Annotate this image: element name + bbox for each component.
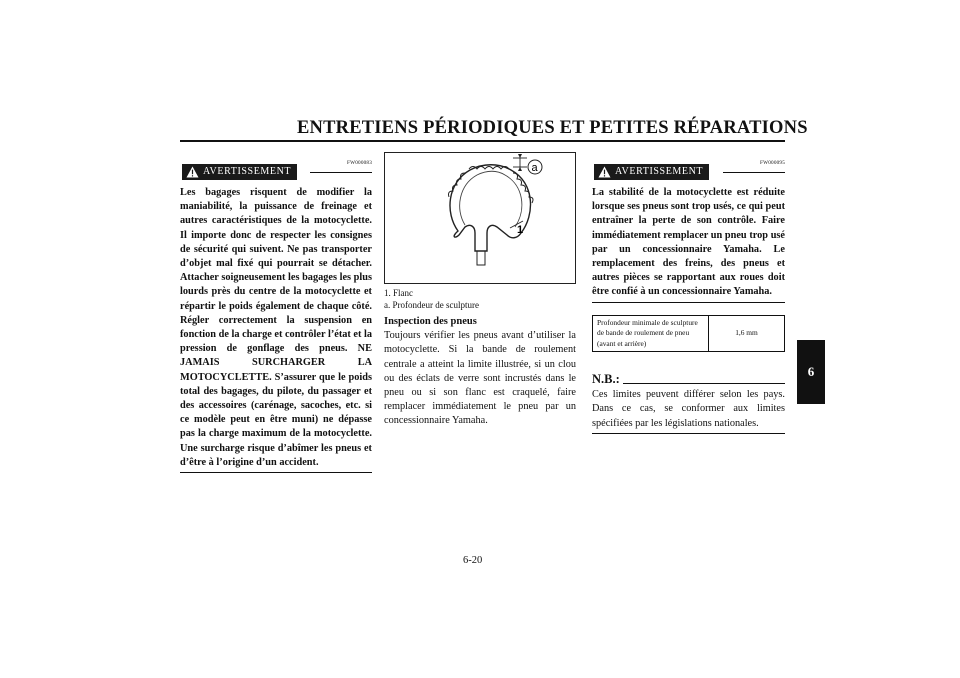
warning-label: AVERTISSEMENT [615,165,704,177]
spec-label: Profondeur minimale de sculpture de bande de roulement de pneu (avant et arrière) [593,315,709,352]
figure-legend [384,287,576,311]
callout-a-label: a [531,162,538,174]
note-label: N.B.: [592,372,620,387]
warning-header [180,152,372,177]
warning-badge [594,164,709,180]
depth-arrow-head-top [518,154,522,158]
tire-cross-section-drawing [385,153,577,285]
legend-item: a. Profondeur de sculpture [384,300,479,310]
warning-triangle-icon [186,166,199,178]
note-header-rule [623,383,785,384]
warning-label: AVERTISSEMENT [203,165,292,177]
note-header [592,372,785,388]
warning-header-rule [310,172,372,173]
column-tire-inspection [384,152,576,429]
tire-illustration [384,152,576,284]
table-row [593,315,785,352]
reference-code: FW000083 [347,160,372,166]
warning-text: Les bagages risquent de modifier la maniabilité, la puissance de freinage et autres caractéristiques de la motocyclette. Il importe donc de respecter les consignes de sécurité qui suivent. Ne pas transporter d’objet mal fixé qui pourrait se détacher. Attacher soigneusement les bagages les plus lourds près du centre de la motocyclette et répartir le poids également de chaque côté. Régler correctement la suspension en fonction de la charge et contrôler l’état et la pression de gonflage des pneus. NE JAMAIS SURCHARGER LA MOTOCYCLETTE. S’assurer que le poids total des bagages, du pilote, du passager et des accessoires (carénage, sacoches, etc. si ce modèle peut en être muni) ne dépasse pas la charge maximum de la motocyclette. Une surcharge risque d’abîmer les pneus et d’être à l’origine d’un accident. [180,187,372,468]
chapter-tab: 6 [797,340,825,404]
callout-1-label: 1 [517,224,524,236]
reference-code: FW000095 [760,160,785,166]
spec-value: 1,6 mm [735,328,758,338]
page-number: 6-20 [463,555,483,566]
warning-header-rule [723,172,785,173]
warning-text: La stabilité de la motocyclette est réduite lorsque ses pneus sont trop usés, ce qui peut entraîner la perte de son contrôle. Faire immédiatement remplacer un pneu trop usé par un concessionnaire Yamaha. Le remplacement des freins, des pneus et autres pièces se rapportant aux roues doit être confié à un concessionnaire Yamaha. [592,187,785,298]
body-text: Toujours vérifier les pneus avant d’utiliser la motocyclette. Si la bande de roulement centrale a atteint la limite illustrée, si un clou ou des éclats de verre sont incrustés dans le pneu ou si son flanc est craquelé, faire remplacer immédiatement le pneu par un concessionnaire Yamaha. [384,330,576,427]
column-warning-loads [180,152,372,473]
warning-header [592,152,785,177]
tread-depth-spec-table [592,315,785,353]
warning-end-rule [180,472,372,473]
note-text: Ces limites peuvent différer selon les pays. Dans ce cas, se conformer aux limites spécifiées par les législations nationales. [592,389,785,429]
warning-end-rule [592,302,785,303]
column-warning-tires [592,152,785,434]
tire-inner-contour [460,171,522,227]
warning-badge [182,164,297,180]
section-heading: Inspection des pneus [384,316,477,327]
tire-outline [450,165,531,251]
legend-item: 1. Flanc [384,288,413,298]
title-rule [180,140,785,142]
note-end-rule [592,433,785,434]
page-title: ENTRETIENS PÉRIODIQUES ET PETITES RÉPARATIONS [297,118,808,138]
tire-valve [477,251,485,265]
depth-arrow-head-bottom [518,167,522,171]
warning-triangle-icon [598,166,611,178]
